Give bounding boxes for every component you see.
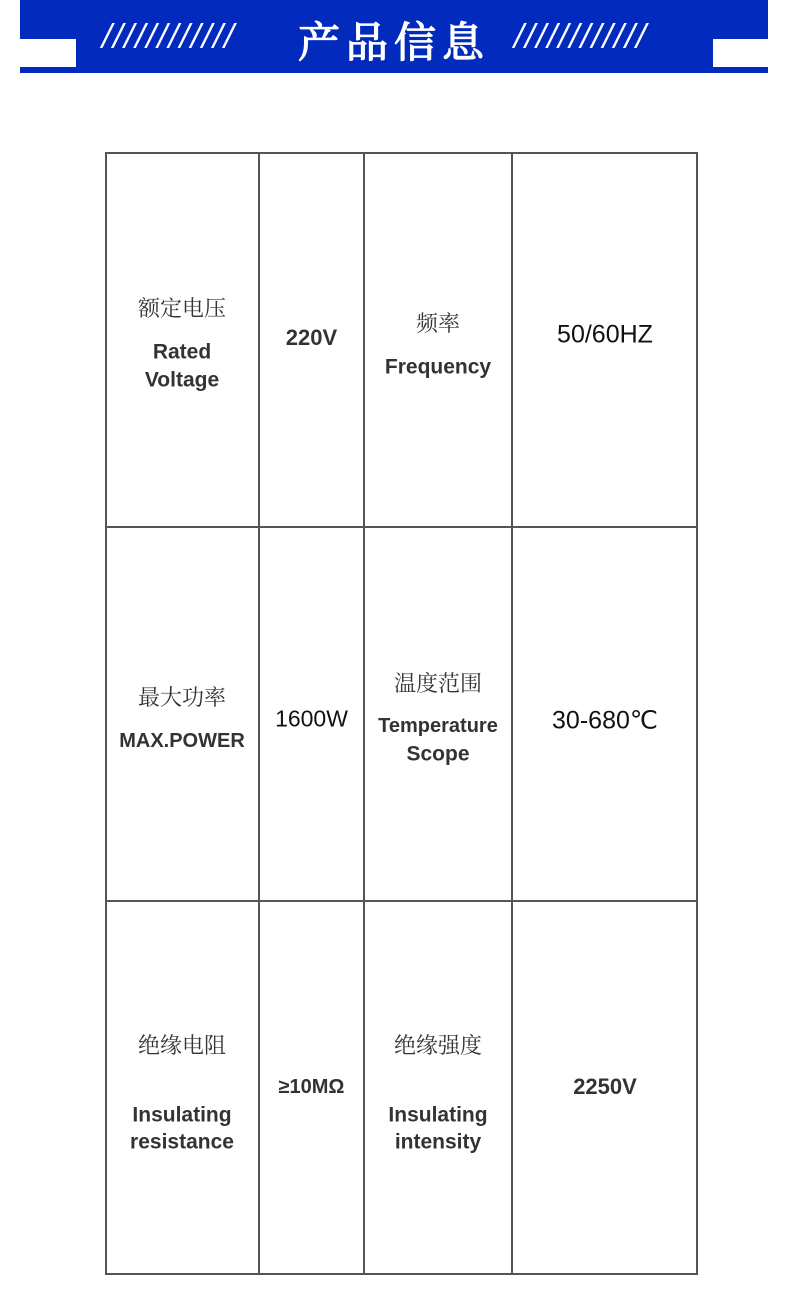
insulation-strength-value: 2250V	[573, 1074, 637, 1099]
section-banner	[20, 0, 768, 73]
temperature-value: 30-680℃	[552, 706, 658, 735]
banner-title: 产品信息	[297, 18, 490, 67]
max-power-label-en: MAX.POWER	[119, 730, 245, 752]
rated-voltage-value: 220V	[285, 325, 338, 350]
frequency-value: 50/60HZ	[557, 320, 653, 349]
temperature-label-en: Temperature	[378, 715, 498, 737]
banner-right-decoration: ////////////	[514, 18, 648, 53]
row-divider	[105, 900, 698, 902]
insulation-resistance-label-en: resistance	[130, 1130, 234, 1154]
temperature-label-zh: 温度范围	[393, 672, 482, 697]
banner-right-notch	[713, 39, 769, 67]
max-power-label-zh: 最大功率	[137, 686, 226, 711]
temperature-label-en: Scope	[406, 742, 470, 766]
insulation-strength-label-en: Insulating	[388, 1103, 488, 1127]
rated-voltage-label-en: Voltage	[144, 368, 220, 392]
frequency-label-zh: 频率	[415, 312, 460, 337]
banner-left-notch	[20, 39, 76, 67]
insulation-strength-label-en: intensity	[394, 1130, 482, 1154]
insulation-strength-label-zh: 绝缘强度	[393, 1034, 482, 1059]
rated-voltage-label-en: Rated	[152, 340, 212, 364]
frequency-label-en: Frequency	[384, 355, 492, 379]
insulation-resistance-value: ≥10MΩ	[278, 1076, 345, 1098]
insulation-resistance-label-en: Insulating	[132, 1103, 232, 1127]
rated-voltage-label-zh: 额定电压	[137, 297, 226, 322]
row-divider	[105, 526, 698, 528]
insulation-resistance-label-zh: 绝缘电阻	[137, 1034, 226, 1059]
banner-left-decoration: ////////////	[102, 18, 236, 53]
max-power-value: 1600W	[275, 705, 348, 732]
